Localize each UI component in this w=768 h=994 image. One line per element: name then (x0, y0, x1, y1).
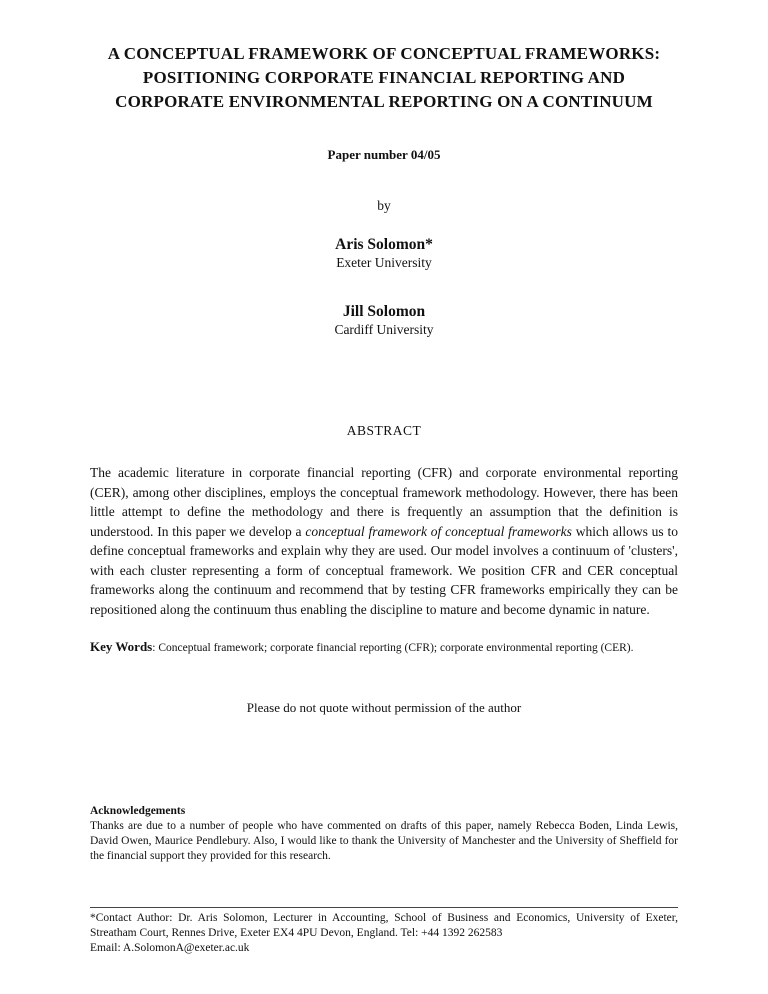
paper-title (90, 42, 678, 114)
byline: by (377, 198, 391, 213)
author-block-1 (90, 235, 678, 271)
author-affiliation-2: Cardiff University (334, 322, 434, 337)
paper-number: Paper number 04/05 (327, 147, 441, 162)
acknowledgements-text: Thanks are due to a number of people who have commented on drafts of this paper, namely Rebecca Boden, Linda Lewis, David Owen, Maurice Pendlebury. Also, I would like to thank the University of Manchester and the University of Sheffield for the financial support they provided for this research. (90, 820, 678, 862)
contact-footnote (90, 911, 678, 956)
abstract-paragraph (90, 463, 678, 619)
author-name-2: Jill Solomon (342, 303, 426, 320)
author-name-1: Aris Solomon* (335, 236, 433, 253)
paper-title-line-1: A CONCEPTUAL FRAMEWORK OF CONCEPTUAL FRAMEWORKS: (107, 44, 661, 63)
keywords-paragraph (90, 639, 678, 656)
contact-email: Email: A.SolomonA@exeter.ac.uk (90, 942, 250, 954)
author-affiliation-1: Exeter University (336, 255, 432, 270)
abstract-heading: ABSTRACT (346, 423, 422, 438)
acknowledgements-section (90, 804, 678, 864)
footnote-divider (90, 907, 678, 908)
abstract-text-after-italic: which allows us to define conceptual frameworks and explain why they are used. Our model involves a continuum of 'clusters', with each cluster representing a form of conceptual framework. We position CFR and CER conceptual frameworks along the continuum and recommend that by testing CFR frameworks empirically they can be repositioned along the continuum thus enabling the discipline to mature and become dynamic in nature. (90, 523, 678, 617)
paper-title-line-3: CORPORATE ENVIRONMENTAL REPORTING ON A CONTINUUM (115, 92, 653, 111)
quote-notice: Please do not quote without permission of the author (246, 700, 522, 715)
keywords-text: Conceptual framework; corporate financial reporting (CFR); corporate environmental reporting (CER). (158, 642, 634, 654)
keywords-separator: : (152, 642, 159, 654)
contact-author-text: *Contact Author: Dr. Aris Solomon, Lecturer in Accounting, School of Business and Economics, University of Exeter, Streatham Court, Rennes Drive, Exeter EX4 4PU Devon, England. Tel: +44 1392 262583 (90, 912, 678, 939)
abstract-italic-phrase: conceptual framework of conceptual frameworks (305, 523, 572, 539)
abstract-text-before-italic: The academic literature in corporate financial reporting (CFR) and corporate environmental reporting (CER), among other disciplines, employs the conceptual framework methodology. However, there has been little attempt to define the methodology and there is frequently an assumption that the definition is understood. In this paper we develop a (90, 465, 678, 539)
keywords-label: Key Words (90, 639, 153, 654)
acknowledgements-heading: Acknowledgements (90, 805, 186, 817)
author-block-2 (90, 302, 678, 338)
paper-title-line-2: POSITIONING CORPORATE FINANCIAL REPORTING AND (142, 68, 626, 87)
